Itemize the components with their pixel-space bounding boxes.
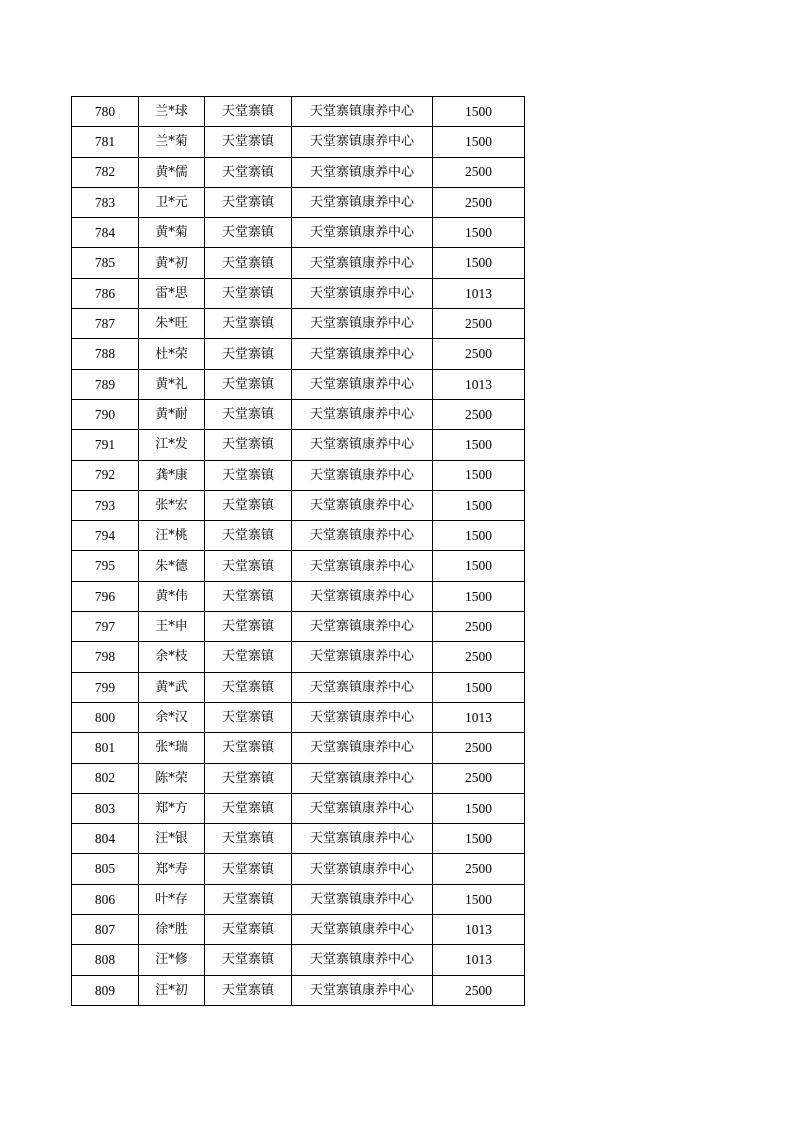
subsidy-table bbox=[71, 96, 525, 1006]
person-name-cell: 龚*康 bbox=[139, 460, 205, 490]
organization-cell: 天堂寨镇康养中心 bbox=[292, 248, 433, 278]
amount-cell: 1500 bbox=[433, 793, 525, 823]
town-cell: 天堂寨镇 bbox=[205, 854, 292, 884]
person-name-cell: 汪*修 bbox=[139, 945, 205, 975]
row-number-cell: 800 bbox=[72, 702, 139, 732]
person-name-cell: 黄*礼 bbox=[139, 369, 205, 399]
town-cell: 天堂寨镇 bbox=[205, 97, 292, 127]
person-name-cell: 雷*思 bbox=[139, 278, 205, 308]
row-number-cell: 784 bbox=[72, 218, 139, 248]
town-cell: 天堂寨镇 bbox=[205, 278, 292, 308]
table-row bbox=[72, 430, 525, 460]
row-number-cell: 792 bbox=[72, 460, 139, 490]
organization-cell: 天堂寨镇康养中心 bbox=[292, 581, 433, 611]
row-number-cell: 793 bbox=[72, 490, 139, 520]
person-name-cell: 王*申 bbox=[139, 612, 205, 642]
row-number-cell: 803 bbox=[72, 793, 139, 823]
amount-cell: 1500 bbox=[433, 824, 525, 854]
row-number-cell: 782 bbox=[72, 157, 139, 187]
town-cell: 天堂寨镇 bbox=[205, 702, 292, 732]
organization-cell: 天堂寨镇康养中心 bbox=[292, 945, 433, 975]
amount-cell: 1013 bbox=[433, 945, 525, 975]
person-name-cell: 兰*球 bbox=[139, 97, 205, 127]
table-row bbox=[72, 581, 525, 611]
organization-cell: 天堂寨镇康养中心 bbox=[292, 430, 433, 460]
row-number-cell: 799 bbox=[72, 672, 139, 702]
person-name-cell: 黄*伟 bbox=[139, 581, 205, 611]
amount-cell: 1500 bbox=[433, 248, 525, 278]
table-row bbox=[72, 854, 525, 884]
row-number-cell: 807 bbox=[72, 915, 139, 945]
table-row bbox=[72, 642, 525, 672]
town-cell: 天堂寨镇 bbox=[205, 187, 292, 217]
table-row bbox=[72, 460, 525, 490]
person-name-cell: 余*汉 bbox=[139, 702, 205, 732]
person-name-cell: 张*宏 bbox=[139, 490, 205, 520]
table-row bbox=[72, 521, 525, 551]
person-name-cell: 杜*荣 bbox=[139, 339, 205, 369]
amount-cell: 1500 bbox=[433, 581, 525, 611]
table-row bbox=[72, 187, 525, 217]
table-row bbox=[72, 672, 525, 702]
amount-cell: 2500 bbox=[433, 157, 525, 187]
person-name-cell: 朱*旺 bbox=[139, 309, 205, 339]
town-cell: 天堂寨镇 bbox=[205, 430, 292, 460]
row-number-cell: 789 bbox=[72, 369, 139, 399]
person-name-cell: 黄*儒 bbox=[139, 157, 205, 187]
table-row bbox=[72, 702, 525, 732]
organization-cell: 天堂寨镇康养中心 bbox=[292, 309, 433, 339]
amount-cell: 1013 bbox=[433, 278, 525, 308]
table-row bbox=[72, 157, 525, 187]
row-number-cell: 791 bbox=[72, 430, 139, 460]
row-number-cell: 809 bbox=[72, 975, 139, 1005]
row-number-cell: 796 bbox=[72, 581, 139, 611]
amount-cell: 1013 bbox=[433, 915, 525, 945]
organization-cell: 天堂寨镇康养中心 bbox=[292, 793, 433, 823]
table-row bbox=[72, 793, 525, 823]
organization-cell: 天堂寨镇康养中心 bbox=[292, 915, 433, 945]
organization-cell: 天堂寨镇康养中心 bbox=[292, 339, 433, 369]
row-number-cell: 786 bbox=[72, 278, 139, 308]
table-row bbox=[72, 884, 525, 914]
town-cell: 天堂寨镇 bbox=[205, 460, 292, 490]
town-cell: 天堂寨镇 bbox=[205, 339, 292, 369]
amount-cell: 1500 bbox=[433, 884, 525, 914]
town-cell: 天堂寨镇 bbox=[205, 733, 292, 763]
amount-cell: 2500 bbox=[433, 763, 525, 793]
row-number-cell: 780 bbox=[72, 97, 139, 127]
town-cell: 天堂寨镇 bbox=[205, 642, 292, 672]
table-row bbox=[72, 551, 525, 581]
person-name-cell: 叶*存 bbox=[139, 884, 205, 914]
organization-cell: 天堂寨镇康养中心 bbox=[292, 702, 433, 732]
table-row bbox=[72, 339, 525, 369]
town-cell: 天堂寨镇 bbox=[205, 824, 292, 854]
amount-cell: 2500 bbox=[433, 309, 525, 339]
row-number-cell: 808 bbox=[72, 945, 139, 975]
row-number-cell: 783 bbox=[72, 187, 139, 217]
town-cell: 天堂寨镇 bbox=[205, 157, 292, 187]
person-name-cell: 张*瑞 bbox=[139, 733, 205, 763]
organization-cell: 天堂寨镇康养中心 bbox=[292, 157, 433, 187]
organization-cell: 天堂寨镇康养中心 bbox=[292, 399, 433, 429]
table-row bbox=[72, 490, 525, 520]
town-cell: 天堂寨镇 bbox=[205, 127, 292, 157]
person-name-cell: 黄*菊 bbox=[139, 218, 205, 248]
amount-cell: 1013 bbox=[433, 369, 525, 399]
amount-cell: 1500 bbox=[433, 521, 525, 551]
amount-cell: 1013 bbox=[433, 702, 525, 732]
amount-cell: 1500 bbox=[433, 490, 525, 520]
amount-cell: 1500 bbox=[433, 551, 525, 581]
person-name-cell: 余*枝 bbox=[139, 642, 205, 672]
table-row bbox=[72, 127, 525, 157]
row-number-cell: 781 bbox=[72, 127, 139, 157]
organization-cell: 天堂寨镇康养中心 bbox=[292, 824, 433, 854]
organization-cell: 天堂寨镇康养中心 bbox=[292, 278, 433, 308]
person-name-cell: 黄*耐 bbox=[139, 399, 205, 429]
town-cell: 天堂寨镇 bbox=[205, 915, 292, 945]
person-name-cell: 汪*桃 bbox=[139, 521, 205, 551]
amount-cell: 1500 bbox=[433, 672, 525, 702]
town-cell: 天堂寨镇 bbox=[205, 490, 292, 520]
row-number-cell: 801 bbox=[72, 733, 139, 763]
table-row bbox=[72, 278, 525, 308]
row-number-cell: 785 bbox=[72, 248, 139, 278]
person-name-cell: 郑*寿 bbox=[139, 854, 205, 884]
town-cell: 天堂寨镇 bbox=[205, 399, 292, 429]
organization-cell: 天堂寨镇康养中心 bbox=[292, 642, 433, 672]
town-cell: 天堂寨镇 bbox=[205, 612, 292, 642]
table-row bbox=[72, 248, 525, 278]
person-name-cell: 江*发 bbox=[139, 430, 205, 460]
town-cell: 天堂寨镇 bbox=[205, 581, 292, 611]
organization-cell: 天堂寨镇康养中心 bbox=[292, 733, 433, 763]
row-number-cell: 804 bbox=[72, 824, 139, 854]
amount-cell: 2500 bbox=[433, 854, 525, 884]
town-cell: 天堂寨镇 bbox=[205, 884, 292, 914]
row-number-cell: 787 bbox=[72, 309, 139, 339]
row-number-cell: 805 bbox=[72, 854, 139, 884]
organization-cell: 天堂寨镇康养中心 bbox=[292, 763, 433, 793]
person-name-cell: 黄*武 bbox=[139, 672, 205, 702]
organization-cell: 天堂寨镇康养中心 bbox=[292, 187, 433, 217]
table-row bbox=[72, 975, 525, 1005]
organization-cell: 天堂寨镇康养中心 bbox=[292, 460, 433, 490]
amount-cell: 1500 bbox=[433, 430, 525, 460]
row-number-cell: 795 bbox=[72, 551, 139, 581]
town-cell: 天堂寨镇 bbox=[205, 309, 292, 339]
organization-cell: 天堂寨镇康养中心 bbox=[292, 612, 433, 642]
town-cell: 天堂寨镇 bbox=[205, 945, 292, 975]
amount-cell: 2500 bbox=[433, 733, 525, 763]
person-name-cell: 兰*菊 bbox=[139, 127, 205, 157]
row-number-cell: 790 bbox=[72, 399, 139, 429]
organization-cell: 天堂寨镇康养中心 bbox=[292, 854, 433, 884]
amount-cell: 1500 bbox=[433, 218, 525, 248]
organization-cell: 天堂寨镇康养中心 bbox=[292, 127, 433, 157]
organization-cell: 天堂寨镇康养中心 bbox=[292, 672, 433, 702]
row-number-cell: 802 bbox=[72, 763, 139, 793]
person-name-cell: 徐*胜 bbox=[139, 915, 205, 945]
amount-cell: 2500 bbox=[433, 187, 525, 217]
table-row bbox=[72, 218, 525, 248]
organization-cell: 天堂寨镇康养中心 bbox=[292, 490, 433, 520]
row-number-cell: 798 bbox=[72, 642, 139, 672]
amount-cell: 2500 bbox=[433, 642, 525, 672]
amount-cell: 2500 bbox=[433, 339, 525, 369]
person-name-cell: 黄*初 bbox=[139, 248, 205, 278]
row-number-cell: 788 bbox=[72, 339, 139, 369]
town-cell: 天堂寨镇 bbox=[205, 672, 292, 702]
person-name-cell: 汪*银 bbox=[139, 824, 205, 854]
table-row bbox=[72, 97, 525, 127]
amount-cell: 2500 bbox=[433, 612, 525, 642]
town-cell: 天堂寨镇 bbox=[205, 218, 292, 248]
amount-cell: 1500 bbox=[433, 460, 525, 490]
amount-cell: 2500 bbox=[433, 975, 525, 1005]
table-row bbox=[72, 399, 525, 429]
person-name-cell: 朱*德 bbox=[139, 551, 205, 581]
table-row bbox=[72, 915, 525, 945]
town-cell: 天堂寨镇 bbox=[205, 763, 292, 793]
town-cell: 天堂寨镇 bbox=[205, 521, 292, 551]
town-cell: 天堂寨镇 bbox=[205, 248, 292, 278]
table-row bbox=[72, 309, 525, 339]
town-cell: 天堂寨镇 bbox=[205, 975, 292, 1005]
table-row bbox=[72, 763, 525, 793]
organization-cell: 天堂寨镇康养中心 bbox=[292, 551, 433, 581]
organization-cell: 天堂寨镇康养中心 bbox=[292, 218, 433, 248]
town-cell: 天堂寨镇 bbox=[205, 793, 292, 823]
organization-cell: 天堂寨镇康养中心 bbox=[292, 369, 433, 399]
organization-cell: 天堂寨镇康养中心 bbox=[292, 884, 433, 914]
row-number-cell: 806 bbox=[72, 884, 139, 914]
town-cell: 天堂寨镇 bbox=[205, 551, 292, 581]
person-name-cell: 汪*初 bbox=[139, 975, 205, 1005]
organization-cell: 天堂寨镇康养中心 bbox=[292, 521, 433, 551]
town-cell: 天堂寨镇 bbox=[205, 369, 292, 399]
person-name-cell: 陈*荣 bbox=[139, 763, 205, 793]
table-row bbox=[72, 945, 525, 975]
table-row bbox=[72, 612, 525, 642]
amount-cell: 1500 bbox=[433, 127, 525, 157]
row-number-cell: 794 bbox=[72, 521, 139, 551]
amount-cell: 2500 bbox=[433, 399, 525, 429]
amount-cell: 1500 bbox=[433, 97, 525, 127]
organization-cell: 天堂寨镇康养中心 bbox=[292, 975, 433, 1005]
table-row bbox=[72, 369, 525, 399]
person-name-cell: 卫*元 bbox=[139, 187, 205, 217]
organization-cell: 天堂寨镇康养中心 bbox=[292, 97, 433, 127]
person-name-cell: 郑*方 bbox=[139, 793, 205, 823]
table-row bbox=[72, 733, 525, 763]
table-row bbox=[72, 824, 525, 854]
table-body bbox=[72, 97, 525, 1006]
row-number-cell: 797 bbox=[72, 612, 139, 642]
